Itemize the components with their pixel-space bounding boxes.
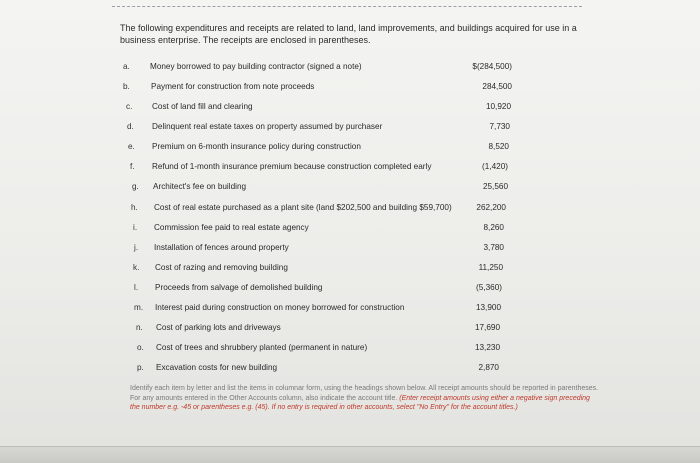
item-letter: i. xyxy=(133,223,138,232)
item-letter: a. xyxy=(123,62,130,71)
item-row xyxy=(0,343,700,359)
item-description: Payment for construction from note proceeds xyxy=(151,82,315,91)
item-letter: o. xyxy=(137,343,144,352)
item-description: Cost of trees and shrubbery planted (permanent in nature) xyxy=(156,343,368,352)
instructions-emphasis: (Enter receipt amounts using either a negative sign preceding the number e.g. -45 or parentheses e.g. (45). If no entry is required in other accounts, select "No Entry" for the account titles.) xyxy=(130,394,590,411)
item-amount: 284,500 xyxy=(482,82,512,91)
item-row xyxy=(0,82,700,98)
item-amount: 7,730 xyxy=(489,122,510,131)
item-row xyxy=(0,323,700,339)
item-amount: 11,250 xyxy=(478,263,503,272)
item-description: Cost of real estate purchased as a plant site (land $202,500 and building $59,700) xyxy=(154,203,452,212)
item-description: Excavation costs for new building xyxy=(156,363,278,372)
item-row xyxy=(0,182,700,198)
item-row xyxy=(0,162,700,178)
item-letter: h. xyxy=(131,203,138,212)
item-amount: 13,230 xyxy=(474,343,500,352)
item-amount: 13,900 xyxy=(475,303,501,312)
bottom-bar xyxy=(0,446,700,463)
item-description: Cost of razing and removing building xyxy=(155,263,288,272)
item-description: Architect's fee on building xyxy=(153,182,247,191)
item-amount: 8,260 xyxy=(483,223,504,232)
instructions-text xyxy=(130,384,600,413)
item-description: Delinquent real estate taxes on property assumed by purchaser xyxy=(152,122,383,131)
item-letter: d. xyxy=(127,122,134,131)
item-row xyxy=(0,223,700,239)
item-description: Refund of 1-month insurance premium because construction completed early xyxy=(152,162,432,171)
item-description: Cost of land fill and clearing xyxy=(152,102,253,111)
item-description: Cost of parking lots and driveways xyxy=(156,323,281,332)
item-description: Money borrowed to pay building contractor (signed a note) xyxy=(150,62,362,71)
instructions-main: Identify each item by letter and list the items in columnar form, using the headings shown below. All receipt amounts should be reported in parentheses. For any amounts entered in the Other Accounts column, also indicate the account title. xyxy=(130,385,599,402)
top-divider xyxy=(112,6,582,7)
item-row xyxy=(0,62,700,78)
intro-text: The following expenditures and receipts are related to land, land improvements, and buildings acquired for use in a business enterprise. The receipts are enclosed in parentheses. xyxy=(120,23,577,45)
item-row xyxy=(0,203,700,219)
item-row xyxy=(0,263,700,279)
item-row xyxy=(0,122,700,138)
item-description: Installation of fences around property xyxy=(154,243,289,252)
item-description: Premium on 6-month insurance policy during construction xyxy=(152,142,361,151)
item-letter: c. xyxy=(126,102,133,111)
item-amount: 10,920 xyxy=(485,102,511,111)
item-amount: 8,520 xyxy=(488,142,509,151)
item-row xyxy=(0,142,700,158)
item-letter: b. xyxy=(123,82,130,91)
item-row xyxy=(0,303,700,319)
item-letter: g. xyxy=(132,182,139,191)
item-description: Proceeds from salvage of demolished building xyxy=(155,283,323,292)
item-amount: 2,870 xyxy=(478,363,499,372)
item-amount: (1,420) xyxy=(482,162,508,171)
item-letter: m. xyxy=(134,303,144,312)
item-amount: $(284,500) xyxy=(472,62,512,71)
item-letter: p. xyxy=(137,363,144,372)
item-row xyxy=(0,243,700,259)
item-letter: l. xyxy=(134,283,139,292)
item-amount: 262,200 xyxy=(476,203,506,212)
item-letter: e. xyxy=(128,142,135,151)
item-letter: k. xyxy=(133,263,140,272)
item-row xyxy=(0,363,700,379)
item-amount: (5,360) xyxy=(476,283,502,292)
item-amount: 25,560 xyxy=(482,182,508,191)
item-letter: j. xyxy=(134,243,139,252)
item-letter: f. xyxy=(130,162,135,171)
item-amount: 17,690 xyxy=(474,323,500,332)
item-row xyxy=(0,102,700,118)
item-letter: n. xyxy=(136,323,143,332)
item-description: Interest paid during construction on money borrowed for construction xyxy=(155,303,405,312)
item-description: Commission fee paid to real estate agency xyxy=(154,223,309,232)
item-row xyxy=(0,283,700,299)
item-amount: 3,780 xyxy=(483,243,504,252)
